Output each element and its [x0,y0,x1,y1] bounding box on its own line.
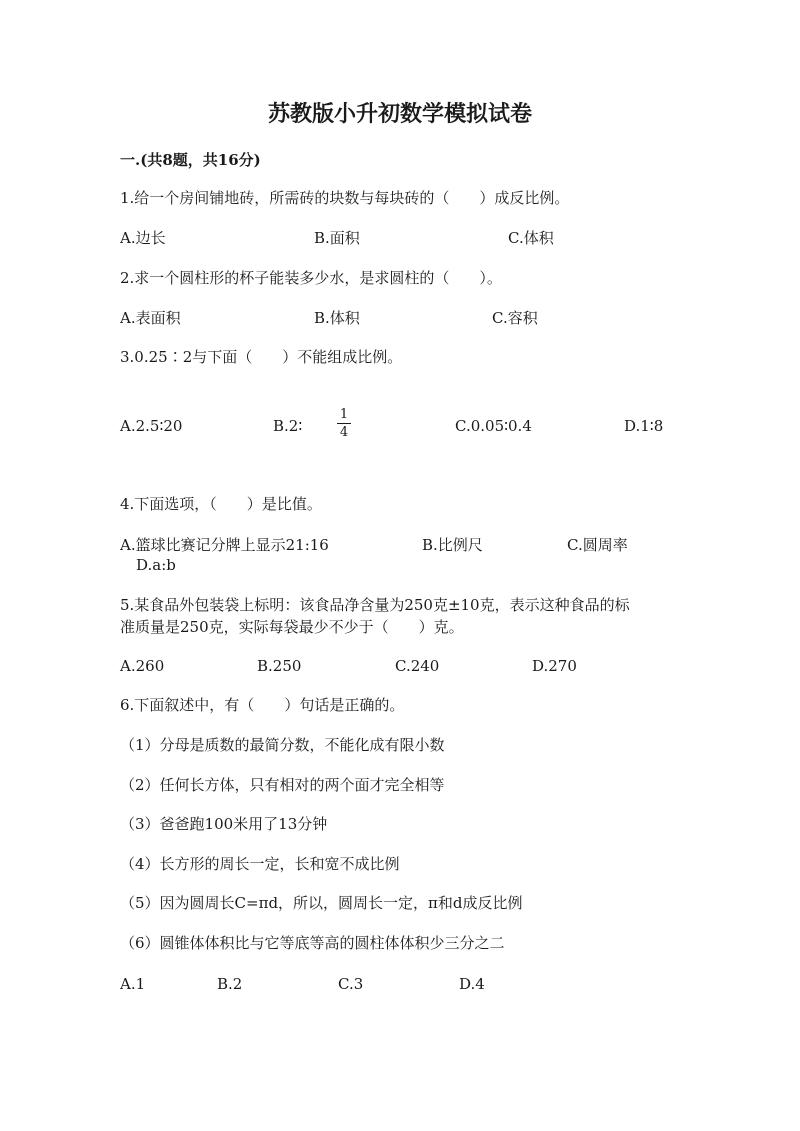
question-2-option-b: B.体积 [314,309,360,327]
question-3-option-a: A.2.5∶20 [120,417,183,435]
question-5-option-d: D.270 [532,657,577,675]
question-5-option-a: A.260 [120,657,165,675]
question-1-option-b: B.面积 [314,229,360,247]
question-6-statement-6: （6）圆锥体体积比与它等底等高的圆柱体体积少三分之二 [120,934,505,952]
fraction-numerator: 1 [339,407,349,422]
question-1-option-c: C.体积 [508,229,554,247]
question-1-option-a: A.边长 [120,229,166,247]
question-6-statement-3: （3）爸爸跑100米用了13分钟 [120,815,328,833]
question-6-option-d: D.4 [459,975,485,993]
question-5-option-c: C.240 [395,657,440,675]
question-6-statement-5: （5）因为圆周长C=πd，所以，圆周长一定，π和d成反比例 [120,894,523,912]
question-3-option-d: D.1∶8 [624,417,664,435]
question-3-option-b: B.2∶ [273,417,303,435]
question-4-option-b: B.比例尺 [422,536,483,554]
question-4-option-c: C.圆周率 [567,536,628,554]
question-5-stem-line-1: 5.某食品外包装袋上标明：该食品净含量为250克±10克，表示这种食品的标 [120,596,630,614]
question-3-option-c: C.0.05∶0.4 [455,417,532,435]
question-6-stem: 6.下面叙述中，有（ ）句话是正确的。 [120,696,405,714]
question-6-option-b: B.2 [217,975,243,993]
question-6-statement-4: （4）长方形的周长一定，长和宽不成比例 [120,855,400,873]
question-5-option-b: B.250 [257,657,302,675]
fraction-bar [337,423,351,424]
page-title: 苏教版小升初数学模拟试卷 [267,101,532,127]
question-4-stem: 4.下面选项，（ ）是比值。 [120,495,322,513]
fraction-one-quarter [337,407,351,440]
question-2-option-a: A.表面积 [120,309,181,327]
question-6-statement-2: （2）任何长方体，只有相对的两个面才完全相等 [120,776,445,794]
section-heading: 一.(共8题，共16分) [120,151,261,169]
question-1-stem: 1.给一个房间铺地砖，所需砖的块数与每块砖的（ ）成反比例。 [120,189,570,207]
question-5-stem-line-2: 准质量是250克，实际每袋最少不少于（ ）克。 [120,618,464,636]
question-6-option-c: C.3 [338,975,364,993]
fraction-denominator: 4 [339,425,349,440]
question-4-option-d: D.a:b [136,556,176,574]
question-3-stem: 3.0.25∶2与下面（ ）不能组成比例。 [120,348,403,366]
question-6-statement-1: （1）分母是质数的最简分数，不能化成有限小数 [120,736,445,754]
question-6-option-a: A.1 [120,975,146,993]
question-4-option-a: A.篮球比赛记分牌上显示21:16 [120,536,329,554]
question-2-stem: 2.求一个圆柱形的杯子能装多少水，是求圆柱的（ ）。 [120,269,502,287]
question-2-option-c: C.容积 [492,309,538,327]
